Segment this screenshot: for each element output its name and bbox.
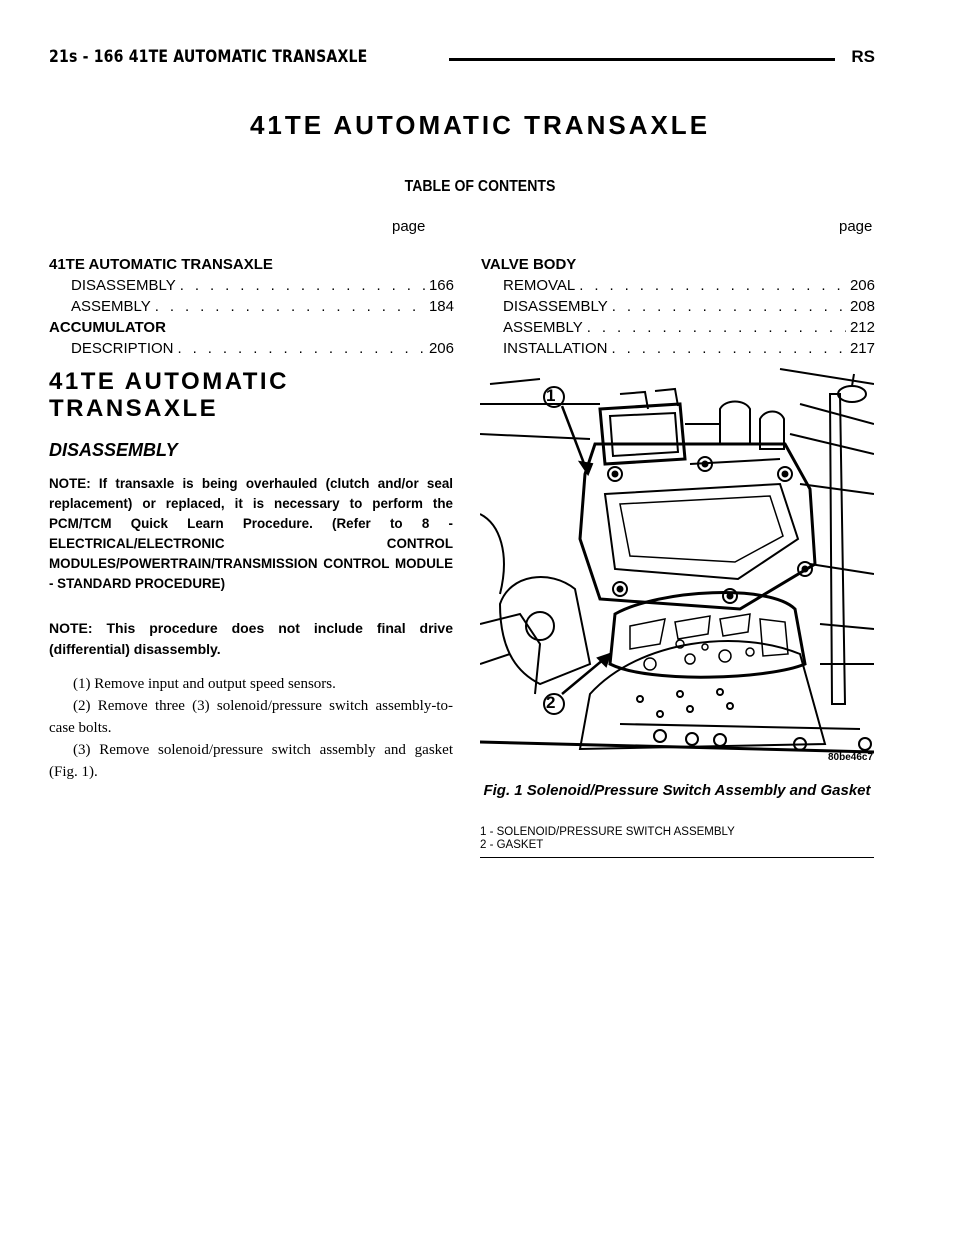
toc-entry-label: ASSEMBLY xyxy=(71,298,151,315)
toc-entry-page: 166 xyxy=(428,277,454,294)
toc-leader-dots xyxy=(155,296,425,317)
toc-entry[interactable] xyxy=(481,338,875,359)
toc-entry[interactable] xyxy=(481,296,875,317)
toc-page-label-left: page xyxy=(392,218,426,235)
figure-legend-item: 2 - GASKET xyxy=(480,839,544,851)
note-final-drive: NOTE: This procedure does not include final drive (differential) disassembly. xyxy=(49,620,453,657)
toc-entry-label: DISASSEMBLY xyxy=(503,298,608,315)
toc-page-label-right: page xyxy=(839,218,873,235)
section-title-line: 41TE AUTOMATIC xyxy=(49,368,289,395)
toc-title: TABLE OF CONTENTS xyxy=(404,178,556,195)
toc-leader-dots xyxy=(178,338,425,359)
header-rule xyxy=(449,58,835,61)
running-header xyxy=(49,47,875,73)
figure-legend-item: 1 - SOLENOID/PRESSURE SWITCH ASSEMBLY xyxy=(480,826,735,838)
procedure-step: (1) Remove input and output speed sensors. xyxy=(73,676,336,692)
toc-column-right xyxy=(481,254,875,359)
callout-1: 1 xyxy=(546,386,556,405)
toc-leader-dots xyxy=(612,296,846,317)
toc-entry-page: 208 xyxy=(849,298,875,315)
note-quick-learn: NOTE: If transaxle is being overhauled (clutch and/or seal replacement) or replaced, it is necessary to perform the PCM/TCM Quick Learn Procedure. (Refer to 8 - ELECTRICAL/ELECTRONIC CONTROL MODULES/POWERTRAIN/TRANSMISSION CONTROL MODULE - STANDARD PROCEDURE) xyxy=(49,476,453,591)
toc-leader-dots xyxy=(180,275,425,296)
toc-entry[interactable] xyxy=(49,338,454,359)
callout-2: 2 xyxy=(546,693,556,712)
toc-column-left xyxy=(49,254,454,359)
toc-entry[interactable] xyxy=(481,317,875,338)
toc-entry-page: 217 xyxy=(849,340,875,357)
toc-entry-page: 184 xyxy=(428,298,454,315)
toc-entry-page: 206 xyxy=(428,340,454,357)
subsection-title: DISASSEMBLY xyxy=(49,440,178,460)
toc-entry-page: 206 xyxy=(849,277,875,294)
toc-entry-label: ASSEMBLY xyxy=(503,319,583,336)
toc-entry[interactable] xyxy=(481,275,875,296)
toc-entry-label: INSTALLATION xyxy=(503,340,608,357)
page-title: 41TE AUTOMATIC TRANSAXLE xyxy=(249,110,711,140)
figure-illustration xyxy=(480,364,874,764)
toc-heading: VALVE BODY xyxy=(481,256,577,273)
figure-code: 80be46c7 xyxy=(828,752,874,763)
toc-entry-label: REMOVAL xyxy=(503,277,576,294)
toc-heading: 41TE AUTOMATIC TRANSAXLE xyxy=(49,256,273,273)
toc-entry[interactable] xyxy=(49,275,454,296)
procedure-step: (3) Remove solenoid/pressure switch assembly and gasket (Fig. 1). xyxy=(49,742,453,780)
toc-leader-dots xyxy=(587,317,846,338)
figure-bottom-rule xyxy=(480,857,874,858)
solenoid-assembly-drawing xyxy=(480,364,874,764)
header-model-code: RS xyxy=(851,47,875,66)
toc-entry-page: 212 xyxy=(849,319,875,336)
toc-entry-label: DISASSEMBLY xyxy=(71,277,176,294)
toc-heading: ACCUMULATOR xyxy=(49,319,166,336)
section-title xyxy=(49,368,289,422)
procedure-step: (2) Remove three (3) solenoid/pressure switch assembly-to-case bolts. xyxy=(49,698,453,736)
toc-leader-dots xyxy=(579,275,846,296)
figure-caption: Fig. 1 Solenoid/Pressure Switch Assembly and Gasket xyxy=(483,782,871,799)
procedure-steps xyxy=(49,673,453,783)
toc-entry-label: DESCRIPTION xyxy=(71,340,174,357)
toc-entry[interactable] xyxy=(49,296,454,317)
section-title-line: TRANSAXLE xyxy=(49,395,219,422)
header-page-ref: 21s - 166 41TE AUTOMATIC TRANSAXLE xyxy=(49,47,375,67)
figure-legend xyxy=(480,826,874,852)
toc-leader-dots xyxy=(611,338,846,359)
